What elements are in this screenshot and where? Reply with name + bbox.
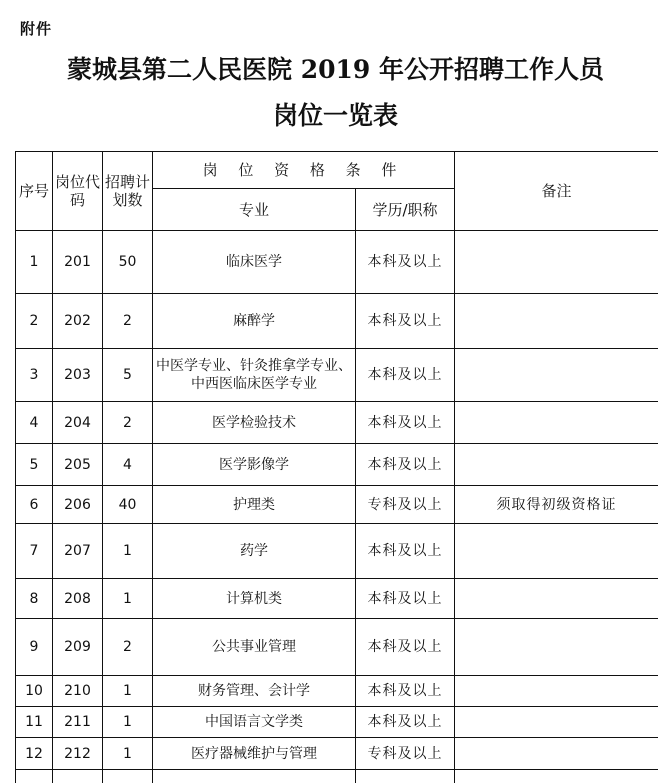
cell-seq: 9 xyxy=(16,619,53,676)
cell-remarks xyxy=(455,676,659,707)
cell-seq: 3 xyxy=(16,349,53,402)
cell-code: 206 xyxy=(53,486,103,524)
cell-seq: 6 xyxy=(16,486,53,524)
empty-cell xyxy=(103,770,153,783)
cell-education: 本科及以上 xyxy=(356,524,455,579)
cell-seq: 8 xyxy=(16,579,53,619)
header-education: 学历/职称 xyxy=(356,189,455,231)
table-row xyxy=(16,579,659,619)
cell-code: 202 xyxy=(53,294,103,349)
cell-code: 204 xyxy=(53,402,103,444)
cell-remarks xyxy=(455,294,659,349)
cell-education: 本科及以上 xyxy=(356,294,455,349)
table-row xyxy=(16,402,659,444)
header-major: 专业 xyxy=(153,189,356,231)
cell-code: 203 xyxy=(53,349,103,402)
cell-education: 专科及以上 xyxy=(356,486,455,524)
empty-cell xyxy=(16,770,53,783)
cell-major: 财务管理、会计学 xyxy=(153,676,356,707)
partial-table-row xyxy=(16,770,659,783)
cell-major: 医学影像学 xyxy=(153,444,356,486)
table-row xyxy=(16,231,659,294)
header-plan: 招聘计划数 xyxy=(103,152,153,231)
cell-remarks: 须取得初级资格证 xyxy=(455,486,659,524)
positions-table-container xyxy=(15,151,658,783)
cell-plan: 5 xyxy=(103,349,153,402)
cell-major: 临床医学 xyxy=(153,231,356,294)
cell-major: 中国语言文学类 xyxy=(153,707,356,738)
cell-seq: 10 xyxy=(16,676,53,707)
cell-code: 201 xyxy=(53,231,103,294)
cell-remarks xyxy=(455,619,659,676)
cell-education: 专科及以上 xyxy=(356,738,455,770)
document-title: 蒙城县第二人民医院 2019 年公开招聘工作人员 xyxy=(67,55,604,84)
cell-plan: 4 xyxy=(103,444,153,486)
cell-remarks xyxy=(455,402,659,444)
cell-major: 中医学专业、针灸推拿学专业、中西医临床医学专业 xyxy=(153,349,356,402)
cell-major: 医疗器械维护与管理 xyxy=(153,738,356,770)
empty-cell xyxy=(153,770,356,783)
cell-remarks xyxy=(455,524,659,579)
cell-remarks xyxy=(455,349,659,402)
header-remarks: 备注 xyxy=(455,152,659,231)
cell-remarks xyxy=(455,579,659,619)
table-row xyxy=(16,294,659,349)
empty-cell xyxy=(53,770,103,783)
cell-major: 护理类 xyxy=(153,486,356,524)
document-subtitle: 岗位一览表 xyxy=(272,101,398,130)
cell-education: 本科及以上 xyxy=(356,619,455,676)
cell-plan: 2 xyxy=(103,619,153,676)
cell-remarks xyxy=(455,707,659,738)
cell-seq: 11 xyxy=(16,707,53,738)
empty-cell xyxy=(356,770,455,783)
cell-plan: 2 xyxy=(103,294,153,349)
cell-remarks xyxy=(455,444,659,486)
cell-code: 205 xyxy=(53,444,103,486)
cell-remarks xyxy=(455,231,659,294)
cell-plan: 1 xyxy=(103,579,153,619)
cell-code: 209 xyxy=(53,619,103,676)
cell-education: 本科及以上 xyxy=(356,676,455,707)
cell-seq: 7 xyxy=(16,524,53,579)
table-row xyxy=(16,524,659,579)
table-row xyxy=(16,619,659,676)
cell-seq: 4 xyxy=(16,402,53,444)
cell-major: 医学检验技术 xyxy=(153,402,356,444)
table-row xyxy=(16,486,659,524)
cell-education: 本科及以上 xyxy=(356,231,455,294)
cell-major: 药学 xyxy=(153,524,356,579)
table-row xyxy=(16,738,659,770)
header-qualifications: 岗 位 资 格 条 件 xyxy=(153,152,455,189)
empty-cell xyxy=(455,770,659,783)
table-header xyxy=(16,152,659,231)
cell-plan: 1 xyxy=(103,738,153,770)
cell-plan: 40 xyxy=(103,486,153,524)
table-row xyxy=(16,707,659,738)
cell-plan: 1 xyxy=(103,707,153,738)
cell-plan: 2 xyxy=(103,402,153,444)
header-row-top xyxy=(16,152,659,189)
cell-plan: 1 xyxy=(103,676,153,707)
cell-major: 计算机类 xyxy=(153,579,356,619)
cell-seq: 12 xyxy=(16,738,53,770)
cell-code: 212 xyxy=(53,738,103,770)
table-body xyxy=(16,231,659,783)
cell-education: 本科及以上 xyxy=(356,402,455,444)
cell-seq: 5 xyxy=(16,444,53,486)
cell-education: 本科及以上 xyxy=(356,707,455,738)
header-post-code: 岗位代码 xyxy=(53,152,103,231)
cell-code: 211 xyxy=(53,707,103,738)
cell-remarks xyxy=(455,738,659,770)
cell-code: 208 xyxy=(53,579,103,619)
cell-education: 本科及以上 xyxy=(356,349,455,402)
cell-major: 公共事业管理 xyxy=(153,619,356,676)
cell-major: 麻醉学 xyxy=(153,294,356,349)
cell-plan: 50 xyxy=(103,231,153,294)
cell-seq: 2 xyxy=(16,294,53,349)
cell-education: 本科及以上 xyxy=(356,579,455,619)
table-row xyxy=(16,349,659,402)
table-row xyxy=(16,444,659,486)
cell-seq: 1 xyxy=(16,231,53,294)
attachment-label: 附件 xyxy=(20,20,53,38)
cell-plan: 1 xyxy=(103,524,153,579)
table-row xyxy=(16,676,659,707)
header-seq: 序号 xyxy=(16,152,53,231)
cell-education: 本科及以上 xyxy=(356,444,455,486)
cell-code: 210 xyxy=(53,676,103,707)
positions-table xyxy=(15,151,658,783)
cell-code: 207 xyxy=(53,524,103,579)
